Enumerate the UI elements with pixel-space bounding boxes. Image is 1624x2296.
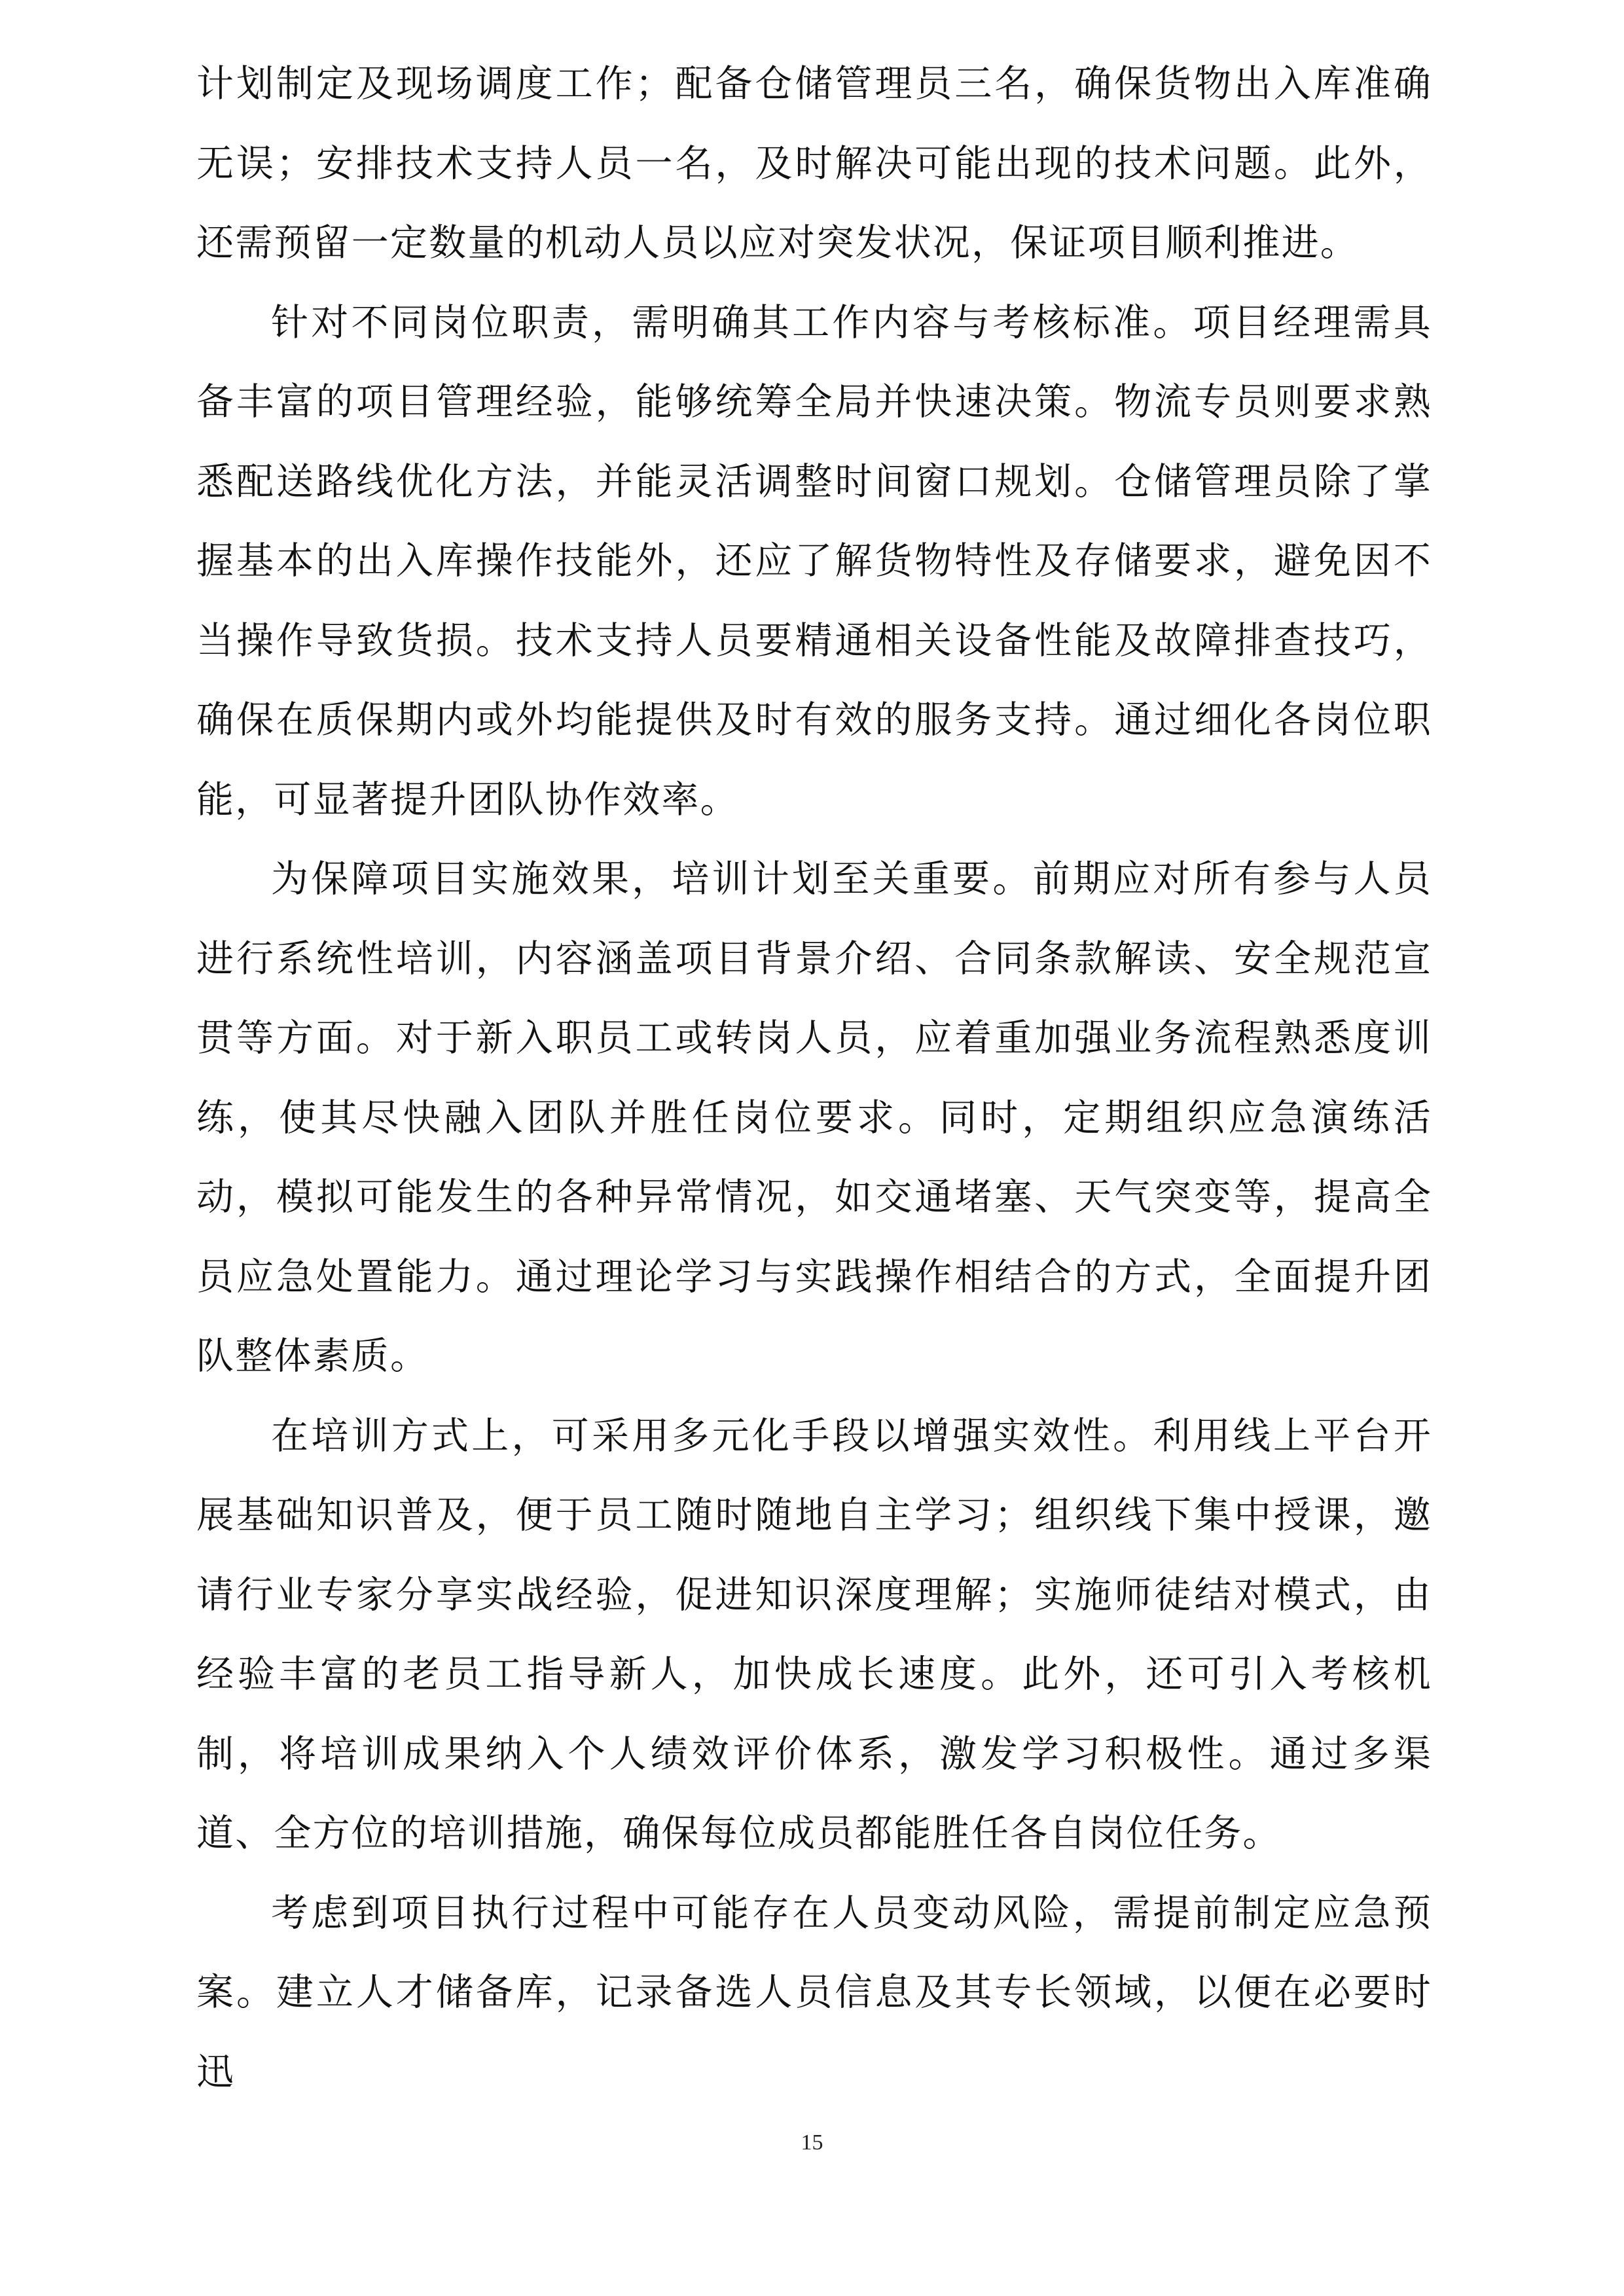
- paragraph-contingency: 考虑到项目执行过程中可能存在人员变动风险，需提前制定应急预案。建立人才储备库，记录备选人员信息及其专长领域，以便在必要时迅: [196, 1891, 1432, 2094]
- page-number: 15: [801, 2130, 823, 2155]
- paragraph-training-plan: 为保障项目实施效果，培训计划至关重要。前期应对所有参与人员进行系统性培训，内容涵盖项目背景介绍、合同条款解读、安全规范宣贯等方面。对于新入职员工或转岗人员，应着重加强业务流程熟悉度训练，使其尽快融入团队并胜任岗位要求。同时，定期组织应急演练活动，模拟可能发生的各种异常情况，如交通堵塞、天气突变等，提高全员应急处置能力。通过理论学习与实践操作相结合的方式，全面提升团队整体素质。: [196, 857, 1432, 1378]
- paragraph-job-duties: 针对不同岗位职责，需明确其工作内容与考核标准。项目经理需具备丰富的项目管理经验，能够统筹全局并快速决策。物流专员则要求熟悉配送路线优化方法，并能灵活调整时间窗口规划。仓储管理员除了掌握基本的出入库操作技能外，还应了解货物特性及存储要求，避免因不当操作导致货损。技术支持人员要精通相关设备性能及故障排查技巧，确保在质保期内或外均能提供及时有效的服务支持。通过细化各岗位职能，可显著提升团队协作效率。: [196, 300, 1432, 821]
- body-text: [196, 45, 1432, 2112]
- paragraph-continued: 计划制定及现场调度工作；配备仓储管理员三名，确保货物出入库准确无误；安排技术支持人员一名，及时解决可能出现的技术问题。此外，还需预留一定数量的机动人员以应对突发状况，保证项目顺利推进。: [196, 62, 1432, 264]
- paragraph-training-methods: 在培训方式上，可采用多元化手段以增强实效性。利用线上平台开展基础知识普及，便于员工随时随地自主学习；组织线下集中授课，邀请行业专家分享实战经验，促进知识深度理解；实施师徒结对模式，由经验丰富的老员工指导新人，加快成长速度。此外，还可引入考核机制，将培训成果纳入个人绩效评价体系，激发学习积极性。通过多渠道、全方位的培训措施，确保每位成员都能胜任各自岗位任务。: [196, 1414, 1432, 1855]
